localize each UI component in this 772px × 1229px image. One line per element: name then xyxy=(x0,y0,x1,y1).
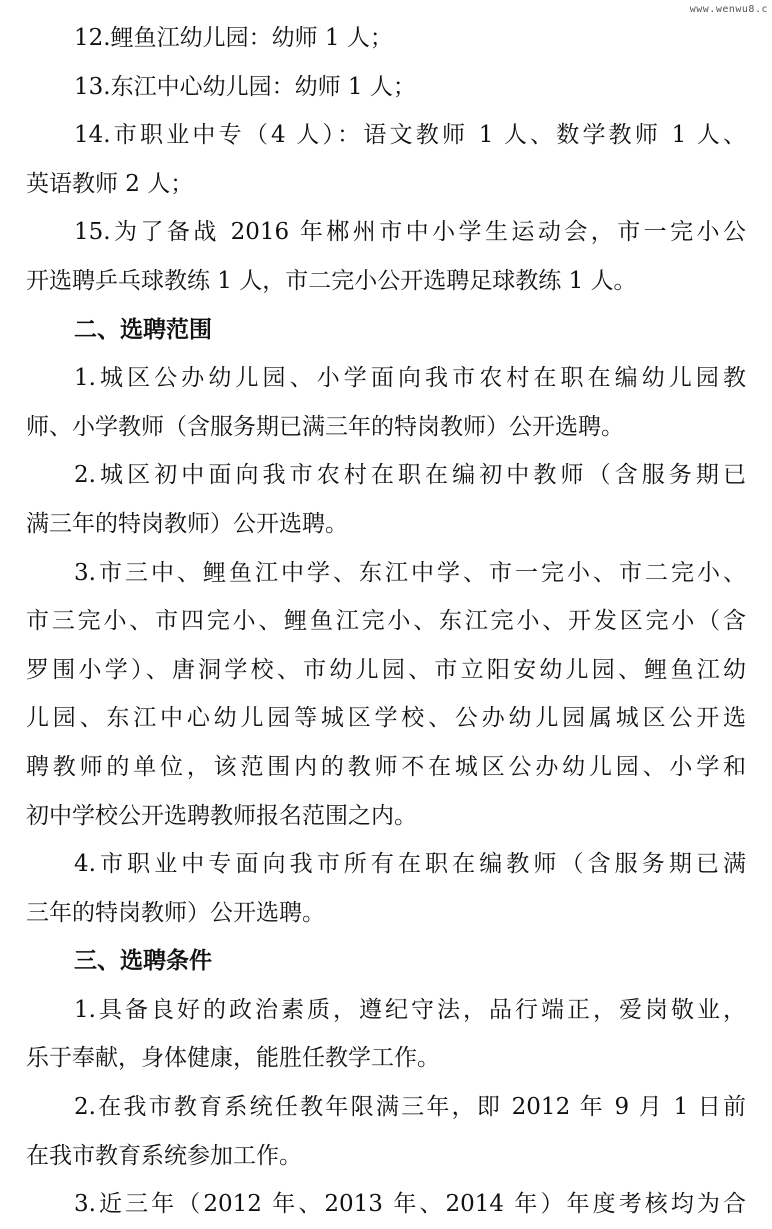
text-line: 儿园、东江中心幼儿园等城区学校、公办幼儿园属城区公开选 xyxy=(26,705,746,732)
text-line: 4.市职业中专面向我市所有在职在编教师（含服务期已满 xyxy=(74,851,746,878)
document-body xyxy=(26,14,746,1229)
text-line: 师、小学教师（含服务期已满三年的特岗教师）公开选聘。 xyxy=(26,413,624,440)
text-line: 聘教师的单位，该范围内的教师不在城区公办幼儿园、小学和 xyxy=(26,753,746,780)
text-line: 英语教师 2 人； xyxy=(26,170,194,197)
text-line: 3.近三年（2012 年、2013 年、2014 年）年度考核均为合 xyxy=(74,1191,746,1218)
text-line: 13.东江中心幼儿园：幼师 1 人； xyxy=(74,73,416,100)
text-line: 三年的特岗教师）公开选聘。 xyxy=(26,899,325,926)
text-line: 2.在我市教育系统任教年限满三年，即 2012 年 9 月 1 日前 xyxy=(74,1094,746,1121)
text-line: 满三年的特岗教师）公开选聘。 xyxy=(26,510,348,537)
text-line: 罗围小学）、唐洞学校、市幼儿园、市立阳安幼儿园、鲤鱼江幼 xyxy=(26,656,746,683)
text-line: 14.市职业中专（4 人）：语文教师 1 人、数学教师 1 人、 xyxy=(74,122,746,149)
text-line: 1.具备良好的政治素质，遵纪守法，品行端正，爱岗敬业， xyxy=(74,996,746,1023)
text-line: 12.鲤鱼江幼儿园：幼师 1 人； xyxy=(74,25,393,51)
text-line: 3.市三中、鲤鱼江中学、东江中学、市一完小、市二完小、 xyxy=(74,559,746,586)
section-heading: 三、选聘条件 xyxy=(74,948,212,975)
text-line: 1.城区公办幼儿园、小学面向我市农村在职在编幼儿园教 xyxy=(74,365,746,392)
text-line: 初中学校公开选聘教师报名范围之内。 xyxy=(26,802,417,829)
text-line: 在我市教育系统参加工作。 xyxy=(26,1142,302,1169)
text-line: 2.城区初中面向我市农村在职在编初中教师（含服务期已 xyxy=(74,462,746,489)
section-heading: 二、选聘范围 xyxy=(74,316,212,343)
text-line: 乐于奉献，身体健康，能胜任教学工作。 xyxy=(26,1045,440,1072)
text-line: 开选聘乒乓球教练 1 人，市二完小公开选聘足球教练 1 人。 xyxy=(26,267,637,294)
text-line: 15.为了备战 2016 年郴州市中小学生运动会，市一完小公 xyxy=(74,219,746,246)
text-line: 市三完小、市四完小、鲤鱼江完小、东江完小、开发区完小（含 xyxy=(26,608,746,635)
site-watermark: www.wenwu8.c xyxy=(689,4,768,15)
